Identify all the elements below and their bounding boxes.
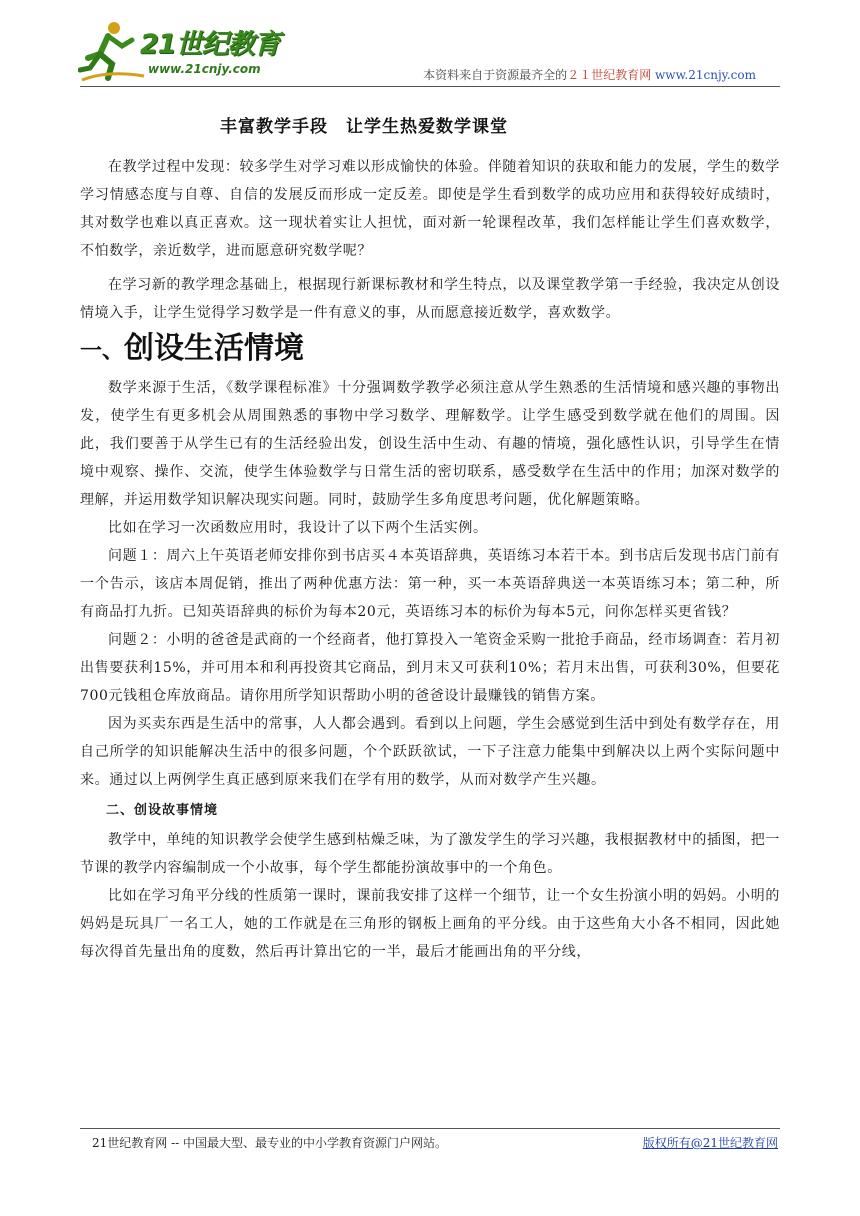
- subsection-heading: 二、创设故事情境: [106, 803, 219, 818]
- site-logo[interactable]: [78, 18, 308, 84]
- section-heading: [80, 327, 780, 374]
- problem-1-paragraph: 问题１：周六上午英语老师安排你到书店买４本英语辞典，英语练习本若干本。到书店后发现书店门前有一个告示，该店本周促销，推出了两种优惠方法：第一种，买一本英语辞典送一本英语练习本；第二种，所有商品打九折。已知英语辞典的标价为每本20元，英语练习本的标价为每本5元，问你怎样买更省钱？: [80, 548, 780, 620]
- running-figure-icon: [78, 18, 148, 84]
- section-paragraph: 因为买卖东西是生活中的常事，人人都会遇到。看到以上问题，学生会感觉到生活中到处有数学存在，用自己所学的知识能解决生活中的很多问题，个个跃跃欲试，一下子注意力能集中到解决以上两个实际问题中来。通过以上两例学生真正感到原来我们在学有用的数学，从而对数学产生兴趣。: [80, 716, 780, 788]
- section-paragraph: 比如在学习角平分线的性质第一课时，课前我安排了这样一个细节，让一个女生扮演小明的妈妈。小明的妈妈是玩具厂一名工人，她的工作就是在三角形的钢板上画角的平分线。由于这些角大小各不相同，因此她每次得首先量出角的度数，然后再计算出它的一半，最后才能画出角的平分线，: [80, 888, 780, 960]
- logo-url: www.21cnjy.com: [148, 62, 261, 76]
- document-body: [80, 112, 780, 966]
- footer-text: 21世纪教育网 -- 中国最大型、最专业的中小学教育资源门户网站。: [92, 1136, 448, 1150]
- section-paragraph: 教学中，单纯的知识教学会使学生感到枯燥乏味，为了激发学生的学习兴趣，我根据教材中的插图，把一节课的教学内容编制成一个小故事，每个学生都能扮演故事中的一个角色。: [80, 832, 780, 876]
- page-header: [0, 0, 860, 90]
- header-note-url[interactable]: www.21cnjy.com: [655, 68, 756, 82]
- section-paragraph: 比如在学习一次函数应用时，我设计了以下两个生活实例。: [108, 520, 488, 536]
- intro-paragraph: 在学习新的教学理念基础上，根据现行新课标教材和学生特点，以及课堂教学第一手经验，我决定从创设情境入手，让学生觉得学习数学是一件有意义的事，从而愿意接近数学，喜欢数学。: [80, 277, 780, 321]
- logo-text: 21世纪教育: [140, 29, 280, 60]
- footer-divider: [80, 1128, 780, 1129]
- section-number: 一、: [80, 339, 125, 364]
- intro-paragraph: 在教学过程中发现：较多学生对学习难以形成愉快的体验。伴随着知识的获取和能力的发展，学生的数学学习情感态度与自尊、自信的发展反而形成一定反差。即使是学生看到数学的成功应用和获得较好成绩时，其对数学也难以真正喜欢。这一现状着实让人担忧，面对新一轮课程改革，我们怎样能让学生们喜欢数学，不怕数学，亲近数学，进而愿意研究数学呢？: [80, 159, 780, 259]
- section-paragraph: 数学来源于生活，《数学课程标准》十分强调数学教学必须注意从学生熟悉的生活情境和感兴趣的事物出发，使学生有更多机会从周围熟悉的事物中学习数学、理解数学。让学生感受到数学就在他们的周围。因此，我们要善于从学生已有的生活经验出发，创设生活中生动、有趣的情境，强化感性认识，引导学生在情境中观察、操作、交流，使学生体验数学与日常生活的密切联系，感受数学在生活中的作用；加深对数学的理解，并运用数学知识解决现实问题。同时，鼓励学生多角度思考问题，优化解题策略。: [80, 380, 780, 508]
- header-note: [423, 66, 756, 83]
- header-note-brand[interactable]: ２１世纪教育网: [567, 68, 652, 82]
- copyright-link[interactable]: 版权所有@21世纪教育网: [642, 1136, 778, 1150]
- header-note-prefix: 本资料来自于资源最齐全的: [423, 68, 568, 82]
- section-heading-text: 创设生活情境: [124, 331, 305, 366]
- problem-2-paragraph: 问题２：小明的爸爸是武商的一个经商者，他打算投入一笔资金采购一批抢手商品，经市场调查：若月初出售要获利15%，并可用本和利再投资其它商品，到月末又可获利10%；若月末出售，可获利30%，但要花700元钱租仓库放商品。请你用所学知识帮助小明的爸爸设计最赚钱的销售方案。: [80, 632, 780, 704]
- header-divider: [80, 86, 780, 87]
- document-title: 丰富教学手段 让学生热爱数学课堂: [220, 117, 508, 137]
